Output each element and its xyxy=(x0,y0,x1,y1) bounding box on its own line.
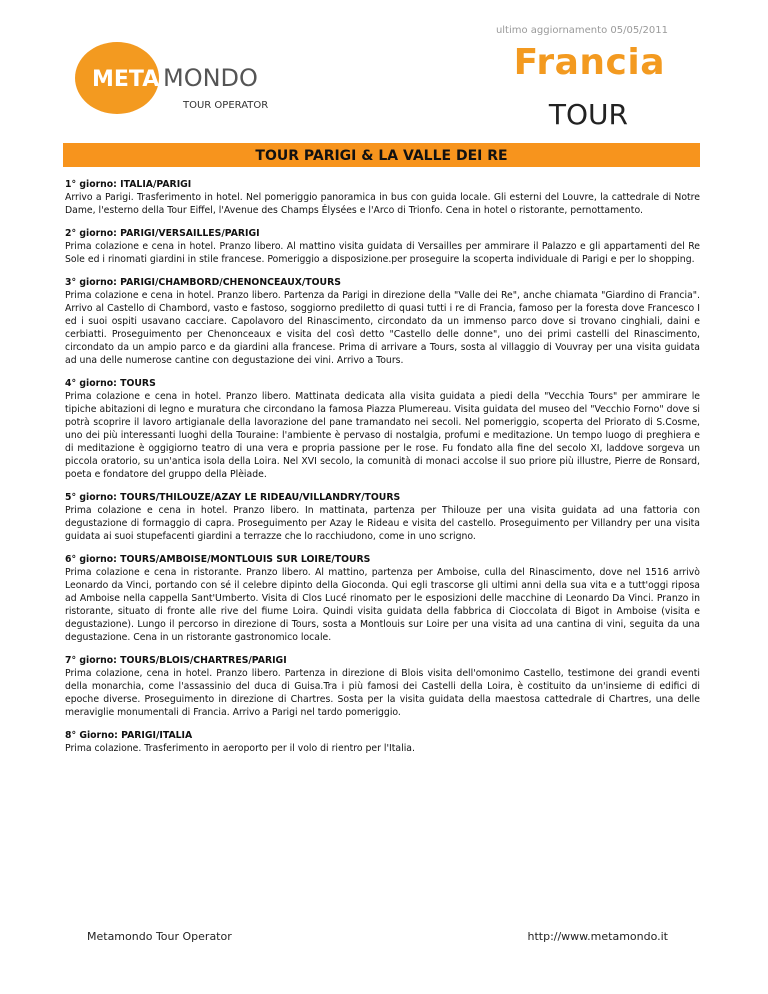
day-heading: 6° giorno: TOURS/AMBOISE/MONTLOUIS SUR LOIRE/TOURS xyxy=(65,554,371,565)
logo-mondo-text: MONDO xyxy=(163,64,258,92)
day-text: Prima colazione, cena in hotel. Pranzo libero. Partenza in direzione di Blois visita dell'omonimo Castello, testimone dei grandi eventi della monarchia, come l'assassinio del duca di Guisa.Tra i più famosi dei Castelli della Loira, è costituito da un'insieme di edifici di epoche diverse. Proseguimento in direzione di Chartres. Sosta per la visita guidata della maestosa cattedrale di Chartres, una delle meraviglie monumentali di Francia. Arrivo a Parigi nel tardo pomeriggio. xyxy=(65,668,700,718)
day-heading: 1° giorno: ITALIA/PARIGI xyxy=(65,179,192,190)
logo-meta-text: META xyxy=(92,67,160,92)
logo-tag-text: TOUR OPERATOR xyxy=(183,100,269,111)
footer-website-link[interactable]: http://www.metamondo.it xyxy=(527,930,668,943)
tour-title-banner xyxy=(63,143,700,167)
day-2 xyxy=(65,227,700,266)
last-update-note: ultimo aggiornamento 05/05/2011 xyxy=(495,25,668,36)
itinerary xyxy=(65,178,700,765)
day-text: Prima colazione. Trasferimento in aeroporto per il volo di rientro per l'Italia. xyxy=(65,743,415,754)
footer-company: Metamondo Tour Operator xyxy=(87,930,232,943)
day-heading: 7° giorno: TOURS/BLOIS/CHARTRES/PARIGI xyxy=(65,655,287,666)
day-8 xyxy=(65,729,700,755)
tour-title: TOUR PARIGI & LA VALLE DEI RE xyxy=(255,148,508,164)
day-text: Prima colazione e cena in hotel. Pranzo libero. Partenza da Parigi in direzione della "Valle dei Re", anche chiamata "Giardino di Francia". Arrivo al Castello di Chambord, vasto e fastoso, soggiorno prediletto di quasi tutti i re di Francia, famoso per la foresta dove Francesco I ed i suoi ospiti usavano cacciare. Capolavoro del Rinascimento, circondato da un immenso parco dove si trovano cinghiali, daini e cerbiatti. Proseguimento per Chenonceaux e visita del così detto "Castello delle donne", uno dei primi castelli del Rinascimento, circondato da un ampio parco e da giardini alla francese. Prima di arrivare a Tours, sosta al villaggio di Vouvray per una visita guidata ad una delle numerose cantine con degustazione dei vini. Arrivo a Tours. xyxy=(65,290,700,366)
page-subtitle: TOUR xyxy=(548,98,628,131)
day-heading: 5° giorno: TOURS/THILOUZE/AZAY LE RIDEAU/VILLANDRY/TOURS xyxy=(65,492,401,503)
page-title: Francia xyxy=(513,42,665,83)
day-text: Prima colazione e cena in ristorante. Pranzo libero. Al mattino, partenza per Amboise, culla del Rinascimento, dove nel 1516 arrivò Leonardo da Vinci, portando con sé il celebre dipinto della Gioconda. Qui egli trascorse gli ultimi anni della sua vita e a tutt'oggi riposa ad Amboise nella cappella Sant'Umberto. Visita di Clos Lucé rinomato per le esposizioni delle macchine di Leonardo Da Vinci. Pranzo in ristorante, situato di fronte alle rive del fiume Loira. Quindi visita guidata della fabbrica di Cioccolata di Bigot in Amboise (visita e degustazione). Lungo il percorso in direzione di Tours, sosta a Montlouis sur Loire per una visita ad una cantina di vini, seguita da una degustazione. Cena in un ristorante gastronomico locale. xyxy=(65,567,700,643)
day-5 xyxy=(65,491,700,543)
day-3 xyxy=(65,276,700,367)
day-heading: 3° giorno: PARIGI/CHAMBORD/CHENONCEAUX/TOURS xyxy=(65,277,341,288)
day-text: Prima colazione e cena in hotel. Pranzo libero. Al mattino visita guidata di Versailles per ammirare il Palazzo e gli appartamenti del Re Sole ed i rinomati giardini in stile francese. Pomeriggio a disposizione.per proseguire la scoperta individuale di Parigi e per lo shopping. xyxy=(65,241,700,265)
day-6 xyxy=(65,553,700,644)
day-heading: 4° giorno: TOURS xyxy=(65,378,156,389)
day-text: Prima colazione e cena in hotel. Pranzo libero. Mattinata dedicata alla visita guidata a piedi della "Vecchia Tours" per ammirare le tipiche abitazioni di legno e muratura che circondano la famosa Piazza Plumereau. Visita guidata del museo del "Vecchio Forno" dove si potrà scoprire il lavoro artigianale della lavorazione del pane tramandato nei secoli. Nel pomeriggio, scoperta del Priorato di S.Cosme, uno dei più interessanti luoghi della Touraine: l'ambiente è pervaso di nostalgia, profumi e meditazione. Un tempo luogo di preghiera e di meditazione è oggigiorno teatro di una vera e propria passione per le rose. Fu fondato alla fine del secolo XI, laddove sorgeva un piccola oratorio, su un'antica isola della Loira. Nel XVI secolo, la comunità di monaci accolse il suo priore più illustre, Pierre de Ronsard, poeta e fondatore del gruppo della Plèiade. xyxy=(65,391,700,480)
day-text: Prima colazione e cena in hotel. Pranzo libero. In mattinata, partenza per Thilouze per una visita guidata ad una fattoria con degustazione di formaggio di capra. Proseguimento per Azay le Rideau e visita del castello. Proseguimento per Villandry per una visita guidata ai suoi stupefacenti giardini a terrazze che lo racchiudono, come in uno scrigno. xyxy=(65,505,700,542)
day-1 xyxy=(65,178,700,217)
metamondo-logo xyxy=(70,38,310,124)
day-text: Arrivo a Parigi. Trasferimento in hotel. Nel pomeriggio panoramica in bus con guida locale. Gli esterni del Louvre, la cattedrale di Notre Dame, l'esterno della Tour Eiffel, l'Avenue des Champs Élysées e l'Arco di Trionfo. Cena in hotel o ristorante, pernottamento. xyxy=(65,192,700,216)
day-4 xyxy=(65,377,700,481)
day-heading: 8° Giorno: PARIGI/ITALIA xyxy=(65,730,193,741)
day-heading: 2° giorno: PARIGI/VERSAILLES/PARIGI xyxy=(65,228,260,239)
day-7 xyxy=(65,654,700,719)
